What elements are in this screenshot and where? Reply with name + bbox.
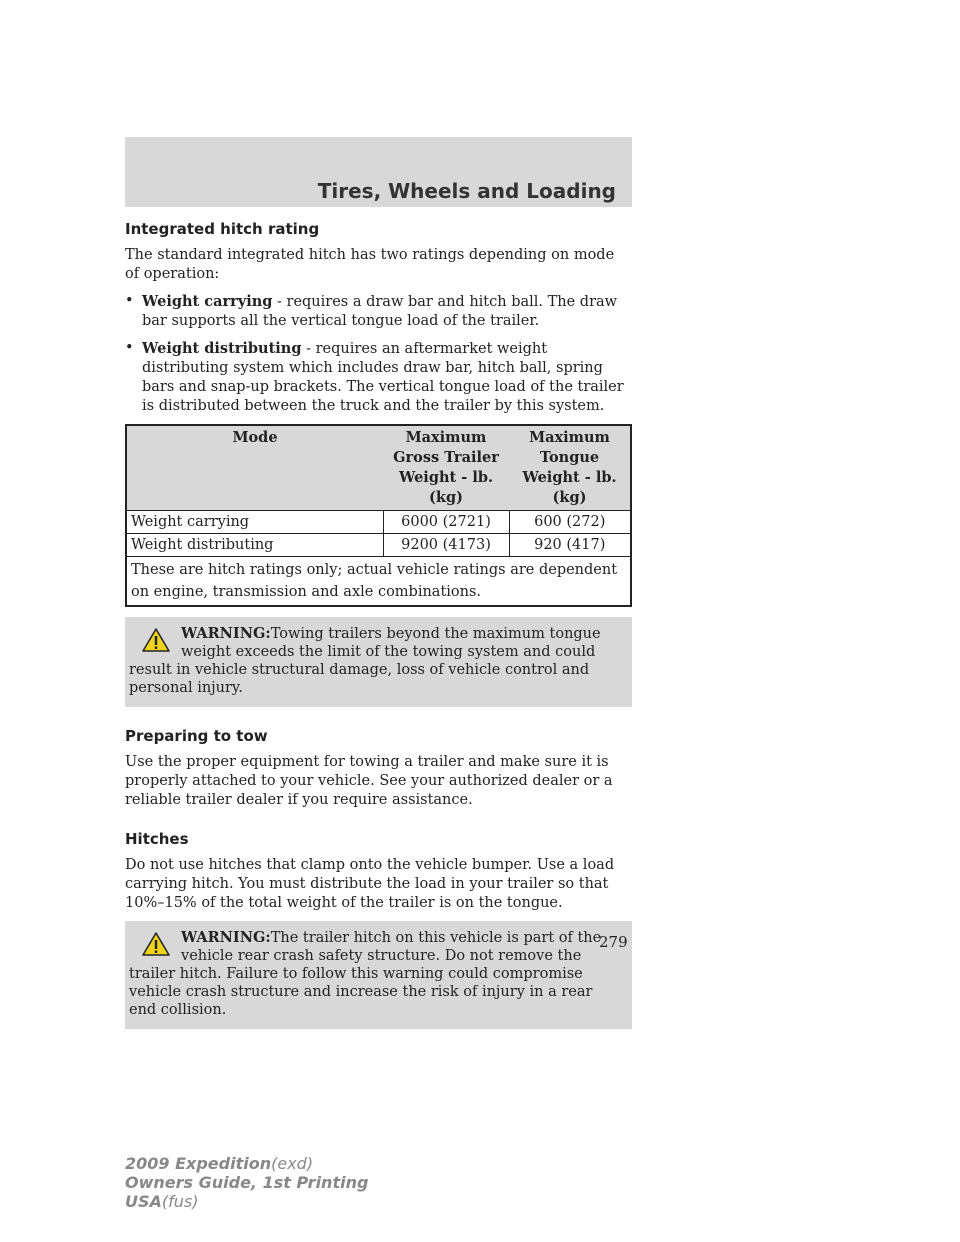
warning-triangle-icon — [141, 931, 171, 957]
table-cell-gross-weight: 9200 (4173) — [383, 534, 509, 557]
page-content — [125, 220, 632, 1043]
warning-text — [129, 625, 620, 697]
list-item-text: - requires a draw bar and hitch ball. The draw bar supports all the vertical tongue load of the trailer. — [142, 294, 618, 329]
table-cell-mode: Weight carrying — [126, 511, 383, 534]
footer-line — [125, 1154, 368, 1173]
table-note: These are hitch ratings only; actual vehicle ratings are dependent on engine, transmission and axle combinations. — [126, 557, 631, 607]
warning-label: WARNING: — [181, 625, 271, 642]
table-note-row — [126, 557, 631, 607]
hitch-removal-warning — [125, 921, 632, 1029]
table-row — [126, 511, 631, 534]
table-header-row — [126, 425, 631, 511]
table-cell-gross-weight: 6000 (2721) — [383, 511, 509, 534]
hitch-rating-intro: The standard integrated hitch has two ratings depending on mode of operation: — [125, 247, 615, 282]
column-header-gross-trailer-weight: Maximum Gross Trailer Weight - lb. (kg) — [383, 425, 509, 511]
column-header-tongue-weight: Maximum Tongue Weight - lb. (kg) — [509, 425, 631, 511]
section-title: Tires, Wheels and Loading — [317, 179, 616, 203]
hitch-rating-heading: Integrated hitch rating — [125, 220, 320, 238]
warning-body: Towing trailers beyond the maximum tongue weight exceeds the limit of the towing system and could result in vehicle structural damage, loss of vehicle control and personal injury. — [129, 626, 601, 696]
table-cell-tongue-weight: 600 (272) — [509, 511, 631, 534]
table-cell-mode: Weight distributing — [126, 534, 383, 557]
preparing-to-tow-heading: Preparing to tow — [125, 727, 268, 745]
column-header-mode: Mode — [126, 425, 383, 511]
warning-triangle-icon — [141, 627, 171, 653]
list-item — [125, 292, 632, 331]
warning-body: The trailer hitch on this vehicle is part of the vehicle rear crash safety structure. Do not remove the trailer hitch. Failure to follow this warning could compromise vehicle crash structure and increase the risk of injury in a rear end collision. — [129, 930, 602, 1018]
footer-market-code: (fus) — [161, 1192, 199, 1211]
warning-text — [129, 929, 620, 1019]
bullet-icon: • — [125, 340, 134, 356]
list-item — [125, 339, 632, 416]
warning-label: WARNING: — [181, 929, 271, 946]
table-cell-tongue-weight: 920 (417) — [509, 534, 631, 557]
tongue-weight-warning — [125, 617, 632, 707]
footer-model: 2009 Expedition — [125, 1154, 272, 1173]
footer-edition: Owners Guide, 1st Printing — [125, 1173, 369, 1192]
print-footer — [125, 1154, 368, 1211]
footer-market: USA — [125, 1192, 162, 1211]
hitches-text: Do not use hitches that clamp onto the vehicle bumper. Use a load carrying hitch. You must distribute the load in your trailer so that 10%–15% of the total weight of the trailer is on the tongue. — [125, 857, 615, 911]
hitches-heading: Hitches — [125, 830, 189, 848]
page-number: 279 — [599, 933, 628, 951]
list-item-term: Weight distributing — [142, 340, 302, 357]
list-item-term: Weight carrying — [142, 293, 273, 310]
footer-line — [125, 1192, 368, 1211]
table-row — [126, 534, 631, 557]
hitch-mode-list — [125, 292, 632, 416]
section-header-band — [125, 137, 632, 207]
hitch-ratings-table — [125, 424, 632, 607]
list-item-text: - requires an aftermarket weight distributing system which includes draw bar, hitch ball, spring bars and snap-up brackets. The vertical tongue load of the trailer is distributed between the truck and the trailer by this system. — [142, 341, 624, 414]
preparing-to-tow-text: Use the proper equipment for towing a trailer and make sure it is properly attached to your vehicle. See your authorized dealer or a reliable trailer dealer if you require assistance. — [125, 754, 613, 808]
footer-model-code: (exd) — [271, 1154, 314, 1173]
bullet-icon: • — [125, 293, 134, 309]
